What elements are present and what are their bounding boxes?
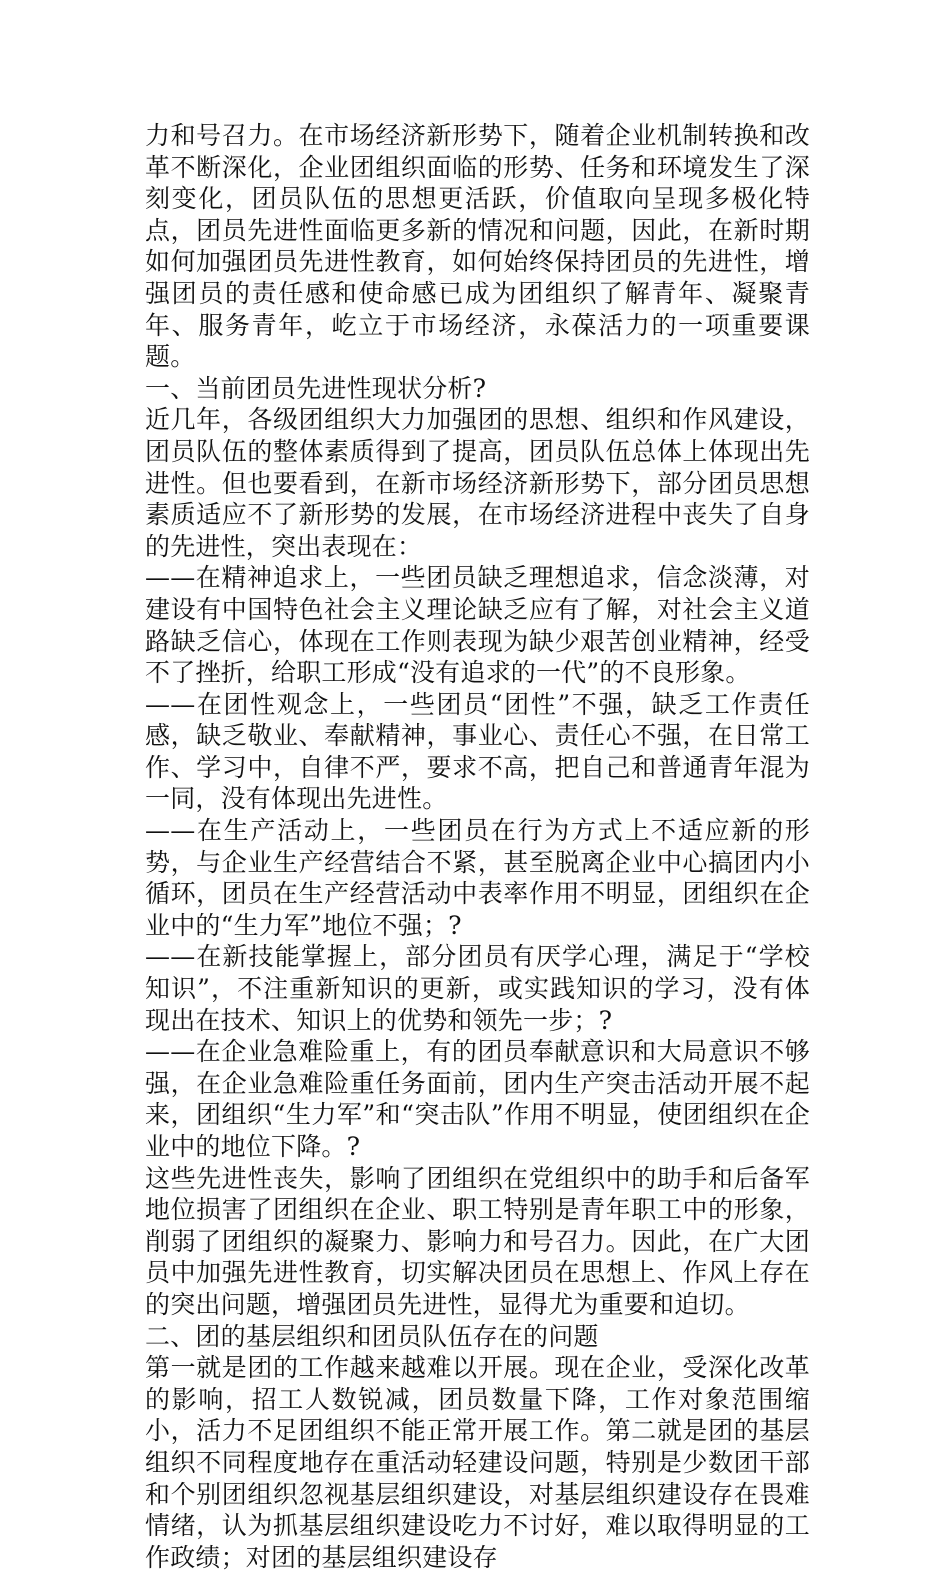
paragraph-league-spirit: ——在团性观念上，一些团员“团性”不强，缺乏工作责任感，缺乏敬业、奉献精神，事业心、责任心不强，在日常工作、学习中，自律不严，要求不高，把自己和普通青年混为一同，没有体现出先进性。 bbox=[145, 689, 810, 814]
paragraph-problems: 第一就是团的工作越来越难以开展。现在企业，受深化改革的影响，招工人数锐减，团员数量下降，工作对象范围缩小，活力不足团组织不能正常开展工作。第二就是团的基层组织不同程度地存在重活动轻建设问题，特别是少数团干部和个别团组织忽视基层组织建设，对基层组织建设存在畏难情绪，认为抓基层组织建设吃力不讨好，难以取得明显的工作政绩；对团的基层组织建设存 bbox=[145, 1353, 810, 1572]
section-heading-2: 二、团的基层组织和团员队伍存在的问题 bbox=[145, 1321, 599, 1351]
section-heading-1: 一、当前团员先进性现状分析? bbox=[145, 373, 487, 403]
paragraph-intro: 力和号召力。在市场经济新形势下，随着企业机制转换和改革不断深化，企业团组织面临的形势、任务和环境发生了深刻变化，团员队伍的思想更活跃，价值取向呈现多极化特点，团员先进性面临更多新的情况和问题，因此，在新时期如何加强团员先进性教育，如何始终保持团员的先进性，增强团员的责任感和使命感已成为团组织了解青年、凝聚青年、服务青年，屹立于市场经济，永葆活力的一项重要课题。 bbox=[145, 121, 810, 372]
paragraph-overview: 近几年，各级团组织大力加强团的思想、组织和作风建设，团员队伍的整体素质得到了提高，团员队伍总体上体现出先进性。但也要看到，在新市场经济新形势下，部分团员思想素质适应不了新形势的发展，在市场经济进程中丧失了自身的先进性，突出表现在： bbox=[145, 405, 810, 561]
paragraph-impact: 这些先进性丧失，影响了团组织在党组织中的助手和后备军地位损害了团组织在企业、职工特别是青年职工中的形象，削弱了团组织的凝聚力、影响力和号召力。因此，在广大团员中加强先进性教育，切实解决团员在思想上、作风上存在的突出问题，增强团员先进性，显得尤为重要和迫切。 bbox=[145, 1163, 810, 1319]
paragraph-spirit: ——在精神追求上，一些团员缺乏理想追求，信念淡薄，对建设有中国特色社会主义理论缺乏应有了解，对社会主义道路缺乏信心，体现在工作则表现为缺少艰苦创业精神，经受不了挫折，给职工形成“没有追求的一代”的不良形象。 bbox=[145, 563, 810, 688]
paragraph-urgent-tasks: ——在企业急难险重上，有的团员奉献意识和大局意识不够强，在企业急难险重任务面前，团内生产突击活动开展不起来，团组织“生力军”和“突击队”作用不明显，使团组织在企业中的地位下降。? bbox=[145, 1037, 810, 1161]
paragraph-skills: ——在新技能掌握上，部分团员有厌学心理，满足于“学校知识”，不注重新知识的更新，或实践知识的学习，没有体现出在技术、知识上的优势和领先一步；? bbox=[145, 942, 810, 1035]
document-body bbox=[145, 120, 810, 1573]
paragraph-production: ——在生产活动上，一些团员在行为方式上不适应新的形势，与企业生产经营结合不紧，甚至脱离企业中心搞团内小循环，团员在生产经营活动中表率作用不明显，团组织在企业中的“生力军”地位不强；? bbox=[145, 816, 810, 940]
